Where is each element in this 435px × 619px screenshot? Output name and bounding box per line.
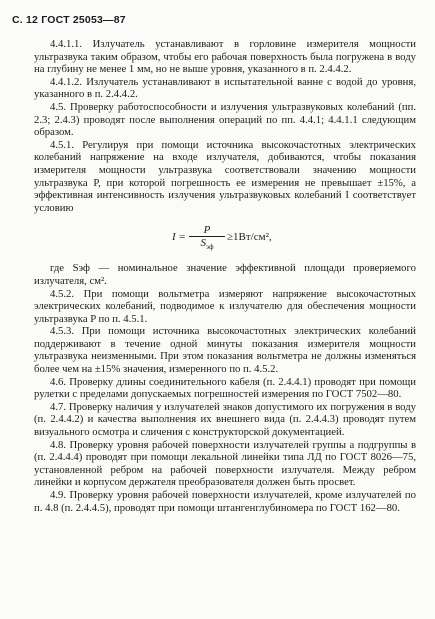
paragraph-4-6: 4.6. Проверку длины соединительного кабеля (п. 2.4.4.1) проводят при помощи рулетки с пределами допускаемых погрешностей измерения по ГОСТ 7502—80.: [34, 375, 416, 401]
paragraph-4-8: 4.8. Проверку уровня рабочей поверхности излучателей группы а подгруппы в (п. 2.4.4.4) проводят при помощи лекальной линейки типа ЛД по ГОСТ 8026—75, установленной ребром на рабочей поверхности излучателя. Между ребром линейки и корпусом держателя преобразователя должен быть просвет.: [34, 438, 416, 489]
intensity-formula: [34, 224, 416, 250]
formula-fraction: [189, 224, 225, 253]
paragraph-4-4-1-2: 4.4.1.2. Излучатель устанавливают в испытательной ванне с водой до уровня, указанного в п. 2.4.4.2.: [34, 75, 416, 101]
paragraph-4-4-1-1: 4.4.1.1. Излучатель устанавливают в горловине измерителя мощности ультразвука таким образом, чтобы его рабочая поверхность была погружена в воду на глубину не менее 1 мм, но не выше уровня, указанного в п. 2.4.4.2.: [34, 38, 416, 76]
formula-lhs: I =: [172, 231, 186, 244]
paragraph-4-5-2: 4.5.2. При помощи вольтметра измеряют напряжение высокочастотных электрических колебаний, подводимое к излучателю для обеспечения мощности ультразвука P по п. 4.5.1.: [34, 287, 416, 325]
page-header: С. 12 ГОСТ 25053—87: [12, 14, 126, 26]
paragraph-4-5: 4.5. Проверку работоспособности и излучения ультразвуковых колебаний (пп. 2.3; 2.4.3) проводят после выполнения операций по пп. 4.4.1; 4.4.1.1 следующим образом.: [34, 100, 416, 139]
formula-denominator-sub: эф: [206, 243, 214, 252]
formula-numerator: P: [189, 224, 225, 237]
formula-denominator: $S_{эф}$: [200, 237, 214, 252]
paragraph-4-9: 4.9. Проверку уровня рабочей поверхности излучателей, кроме излучателей по п. 4.8 (п. 2.4.4.5), проводят при помощи штангенглубиномера по ГОСТ 162—80.: [34, 489, 416, 514]
paragraph-where: где Sэф — номинальное значение эффективной площади проверяемого излучателя, см².: [34, 262, 416, 287]
paragraph-4-5-3: 4.5.3. При помощи источника высокочастотных электрических колебаний поддерживают в течение одной минуты показания измерителя мощности ультразвука неизменными. При этом показания вольтметра не должны изменяться более чем на ±15% значения, измеренного по п. 4.5.2.: [34, 325, 416, 376]
formula-rhs: ≥1Вт/см²,: [227, 231, 272, 244]
document-body: [34, 38, 416, 514]
paragraph-4-7: 4.7. Проверку наличия у излучателей знаков допустимого их погружения в воду (п. 2.4.4.2) и качества выполнения их внешнего вида (п. 2.4.4.3) проводят путем визуального осмотра и сличения с конструкторской документацией.: [34, 400, 416, 439]
paragraph-4-5-1: 4.5.1. Регулируя при помощи источника высокочастотных электрических колебаний напряжение на входе излучателя, добиваются, чтобы показания измерителя мощности ультразвука соответствовали значению мощности ультразвука P, при которой погрешность ее измерения не превышает ±15%, а эффективная интенсивность излучения ультразвуковых колебаний I соответствует условию: [34, 138, 416, 214]
